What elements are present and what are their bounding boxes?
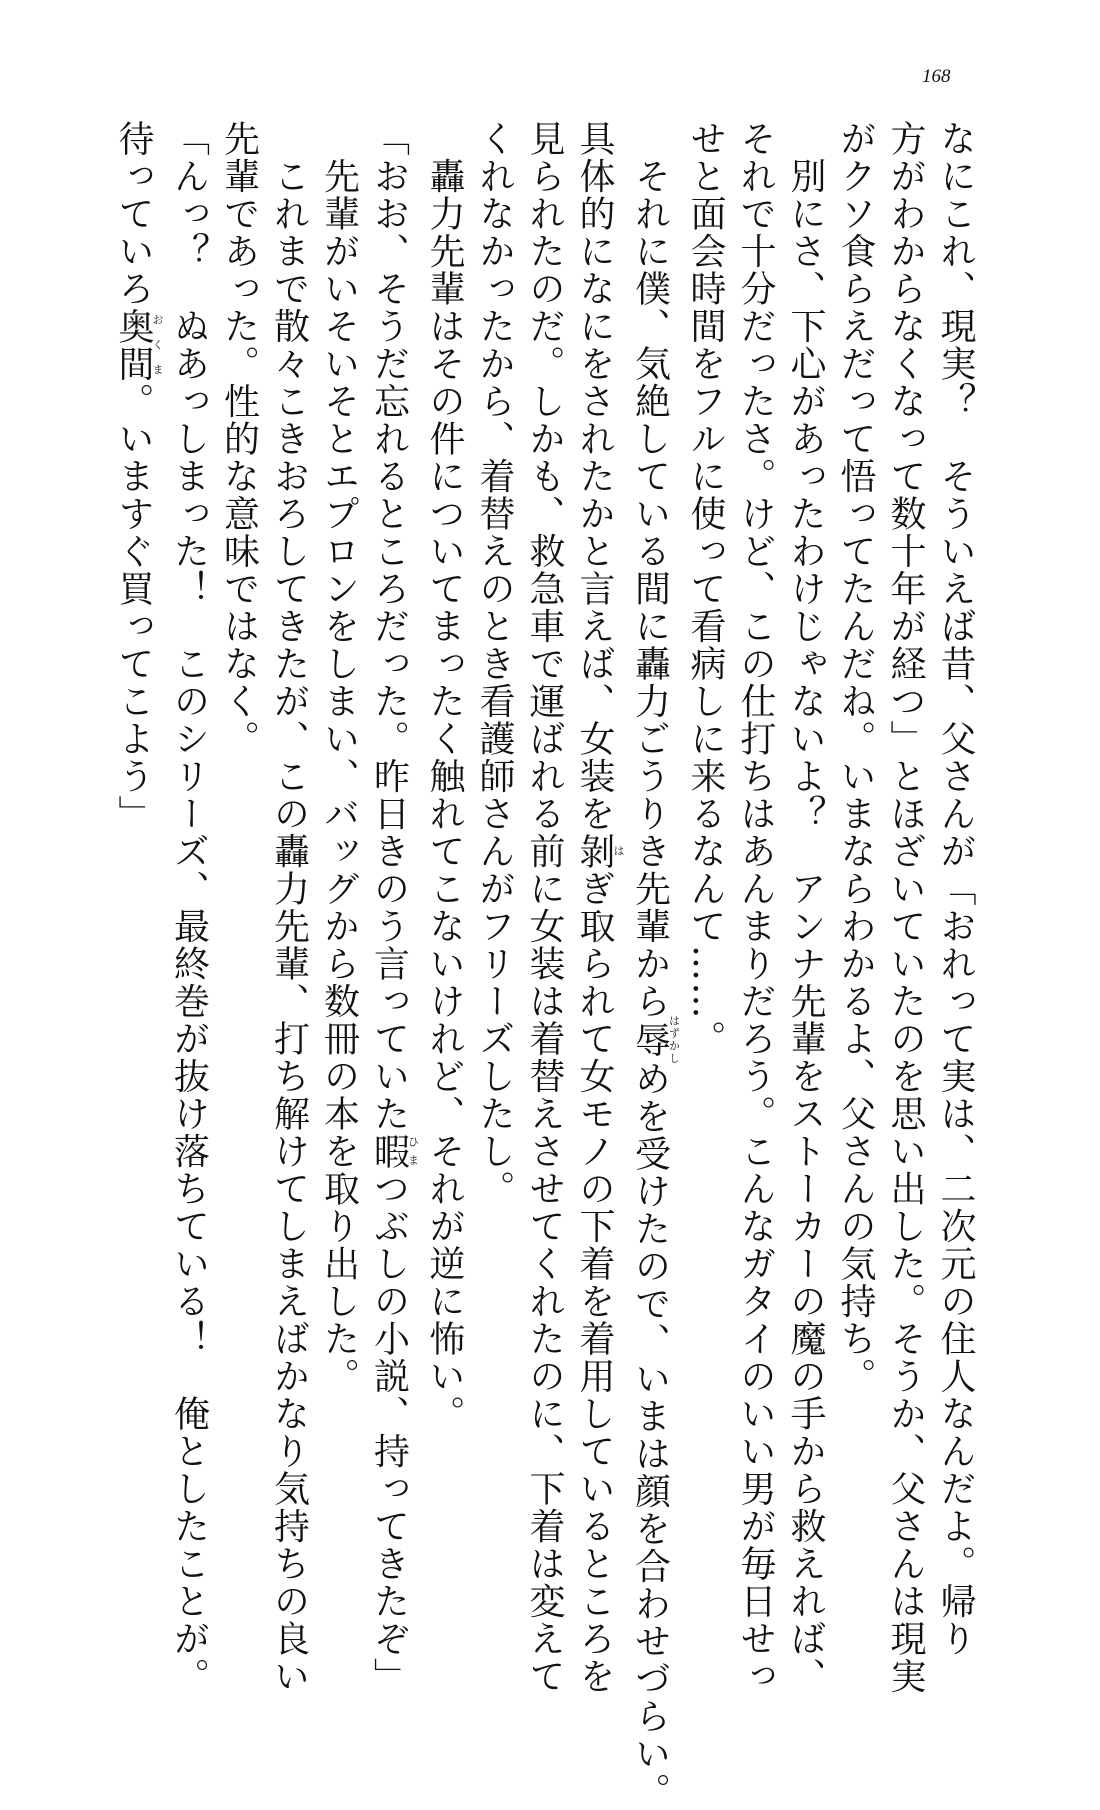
text-column-16: 「んっ？ ぬあっしまった！ このシリーズ、最終巻が抜け落ちている！ 俺としたことが。 (168, 120, 210, 1695)
text-column-6: せと面会時間をフルに使って看病しに来るなんて……。 (685, 120, 726, 1058)
text-column-13: 先輩がいそいそとエプロンをしまい、バッグから数冊の本を取り出した。 (318, 120, 360, 1395)
furigana-ha: 剝は (574, 832, 625, 870)
text-column-9: 見られたのだ。しかも、救急車で運ばれる前に女装は着替えさせてくれたのに、下着は変えて (524, 120, 565, 1695)
text-column-2: 方がわからなくなって数十年が経つ」とほざいていたのを思い出した。そうか、父さんは現実 (885, 120, 926, 1695)
furigana-hima: 暇ひま (368, 1132, 420, 1170)
furigana-okuma: 奥間おくま (113, 307, 164, 383)
text-column-17: 待っていろ奥間おくま。いますぐ買ってこよう」 (113, 120, 164, 833)
text-column-7: それに僕、気絶している間に轟力ごうりき先輩から辱はずかしめを受けたので、いまは顔を合わせづらい。 (629, 120, 681, 1810)
text-column-3: がクソ食らえだって悟ってたんだね。いまならわかるよ、父さんの気持ち。 (835, 120, 876, 1395)
page-number: 168 (922, 66, 951, 87)
vertical-text-body (80, 120, 980, 1810)
furigana-hazukashime: 辱はずかし (629, 1015, 681, 1065)
text-column-5: それで十分だったさ。けど、この仕打ちはあんまりだろう。こんなガタイのいい男が毎日せっ (735, 120, 776, 1695)
text-column-10: くれなかったから、着替えのとき看護師さんがフリーズしたし。 (474, 120, 515, 1208)
text-column-8: 具体的になにをされたかと言えば、女装を剝はぎ取られて女モノの下着を着用しているところを (574, 120, 625, 1695)
text-column-14: これまで散々こきおろしてきたが、この轟力先輩、打ち解けてしまえばかなり気持ちの良い (268, 120, 310, 1695)
text-column-11: 轟力先輩はその件についてまったく触れてこないけれど、それが逆に怖い。 (424, 120, 465, 1433)
text-column-4: 別にさ、下心があったわけじゃないよ？ アンナ先輩をストーカーの魔の手から救えれば、 (785, 120, 826, 1695)
text-column-1: なにこれ、現実？ そういえば昔、父さんが「おれって実は、二次元の住人なんだよ。帰り (935, 120, 976, 1658)
text-column-12: 「おお、そうだ忘れるところだった。昨日きのう言っていた暇ひまつぶしの小説、持ってきたぞ」 (368, 120, 420, 1695)
text-column-15: 先輩であった。性的な意味ではなく。 (218, 120, 260, 758)
